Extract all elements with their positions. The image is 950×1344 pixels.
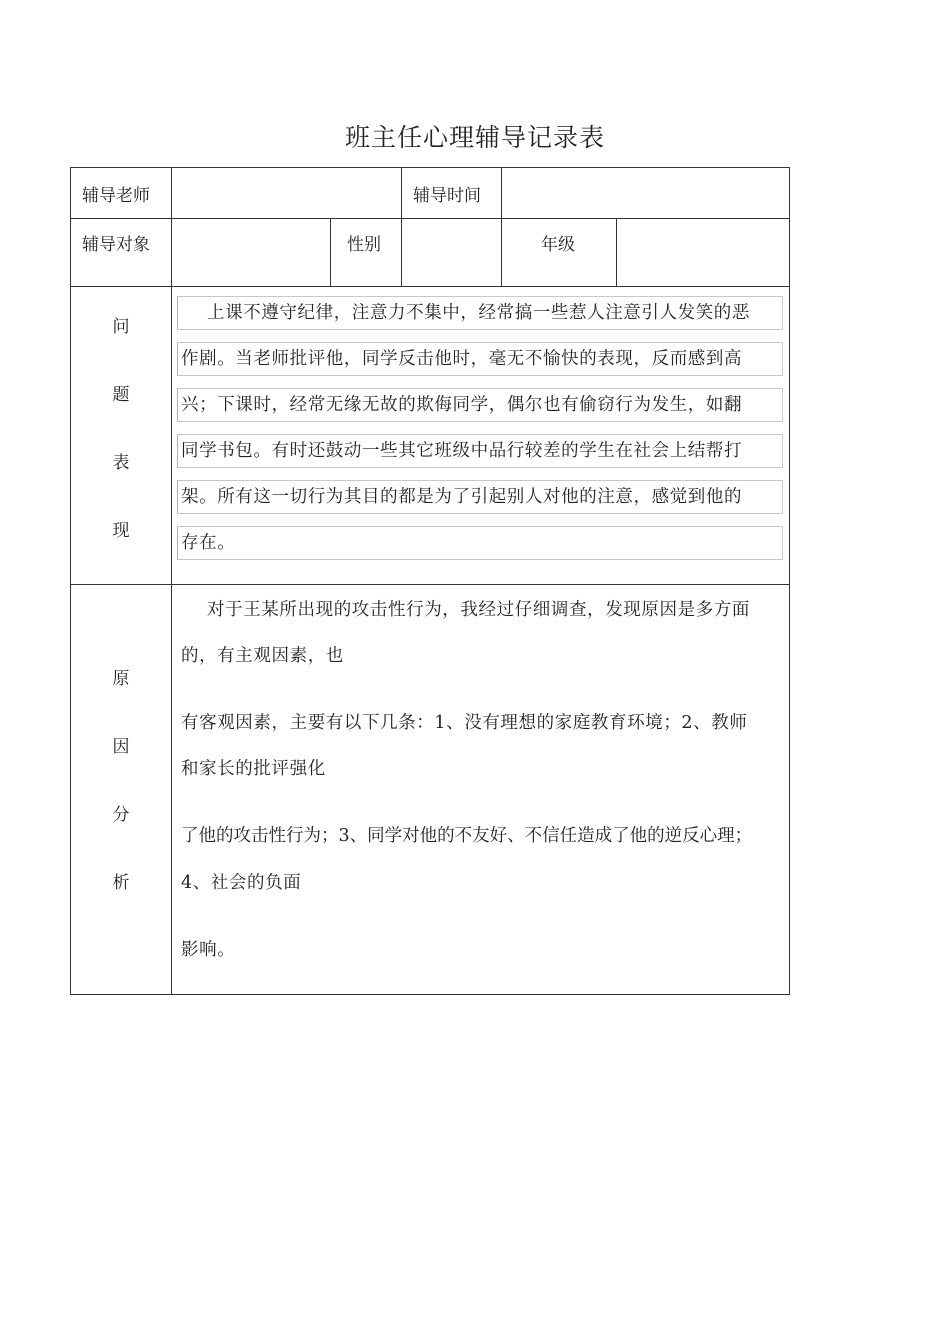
problem-text-line: 同学书包。有时还鼓动一些其它班级中品行较差的学生在社会上结帮打 xyxy=(181,441,743,461)
table-rule xyxy=(70,218,790,219)
teacher-label: 辅导老师 xyxy=(82,186,150,206)
table-rule xyxy=(330,218,331,286)
cause-text-line: 了他的攻击性行为；3、同学对他的不友好、不信任造成了他的逆反心理； xyxy=(181,826,753,846)
teacher-field[interactable] xyxy=(176,171,398,215)
problem-label-char: 问 xyxy=(112,317,130,337)
cause-label-char: 分 xyxy=(112,805,130,825)
problem-text-line: 上课不遵守纪律，注意力不集中，经常搞一些惹人注意引人发笑的恶 xyxy=(207,303,750,323)
problem-text-line: 作剧。当老师批评他，同学反击他时，毫无不愉快的表现，反而感到高 xyxy=(181,349,743,369)
time-label: 辅导时间 xyxy=(413,186,481,206)
target-label: 辅导对象 xyxy=(82,235,150,255)
cause-label-char: 原 xyxy=(112,669,130,689)
cause-text-line: 有客观因素，主要有以下几条：1、没有理想的家庭教育环境；2、教师 xyxy=(181,713,748,733)
cause-text-line: 4、社会的负面 xyxy=(181,873,302,893)
table-rule xyxy=(401,167,402,286)
target-field[interactable] xyxy=(176,222,326,282)
page-title: 班主任心理辅导记录表 xyxy=(344,123,605,152)
text-line-box xyxy=(177,526,783,560)
gender-label: 性别 xyxy=(347,235,381,255)
record-table xyxy=(70,167,790,995)
table-rule xyxy=(70,286,790,287)
problem-text-line: 架。所有这一切行为其目的都是为了引起别人对他的注意，感觉到他的 xyxy=(181,487,743,507)
cause-text-line: 对于王某所出现的攻击性行为，我经过仔细调查，发现原因是多方面 xyxy=(207,600,750,620)
cause-label-char: 因 xyxy=(112,737,130,757)
cause-text-line: 和家长的批评强化 xyxy=(181,759,326,779)
table-rule xyxy=(616,218,617,286)
gender-field[interactable] xyxy=(405,222,497,282)
problem-text-line: 存在。 xyxy=(181,533,236,553)
cause-label-char: 析 xyxy=(112,873,130,893)
problem-text-line: 兴；下课时，经常无缘无故的欺侮同学，偶尔也有偷窃行为发生，如翻 xyxy=(181,395,743,415)
table-rule xyxy=(70,584,790,585)
time-field[interactable] xyxy=(506,171,786,215)
cause-text-line: 影响。 xyxy=(181,940,236,960)
grade-label: 年级 xyxy=(541,235,575,255)
problem-label-char: 表 xyxy=(112,453,130,473)
table-rule xyxy=(501,167,502,286)
problem-label-char: 题 xyxy=(112,385,130,405)
cause-text-line: 的，有主观因素，也 xyxy=(181,646,344,666)
problem-label-char: 现 xyxy=(112,521,130,541)
grade-field[interactable] xyxy=(620,222,786,282)
